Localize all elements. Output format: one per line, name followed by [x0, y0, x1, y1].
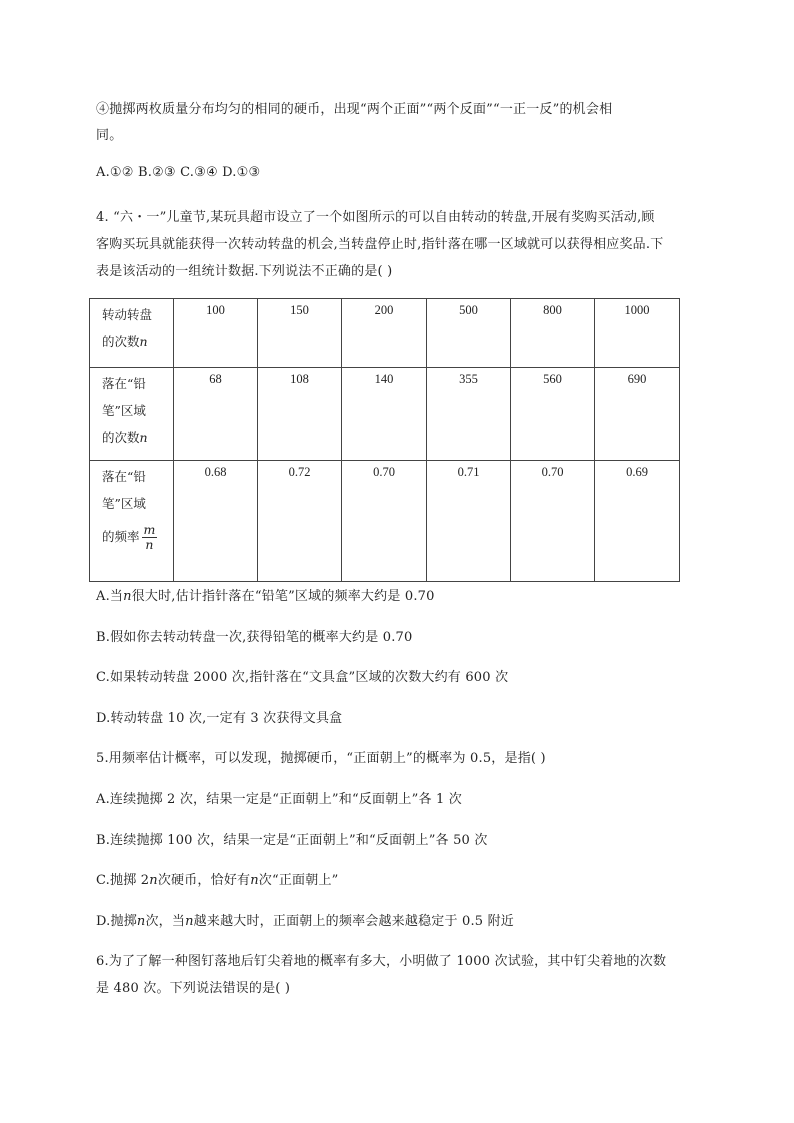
row-header-pencil-count: 落在“铅 笔”区域 的次数n	[90, 368, 174, 461]
cell: 800	[511, 299, 595, 368]
q4-option-b: B.假如你去转动转盘一次,获得铅笔的概率大约是 0.70	[96, 630, 413, 645]
q6-stem-line1: 6.为了了解一种图钉落地后钉尖着地的概率有多大，小明做了 1000 次试验，其中钉尖着地的次数	[96, 954, 667, 969]
table-row-spins	[90, 299, 680, 368]
fraction-m-over-n: $\frac{m}{n}$	[143, 522, 156, 552]
q4-stem-line1: 4. “六・一”儿童节,某玩具超市设立了一个如图所示的可以自由转动的转盘,开展有奖购买活动,顾	[96, 210, 655, 225]
cell: 68	[174, 368, 258, 461]
q4-option-d: D.转动转盘 10 次,一定有 3 次获得文具盒	[96, 711, 343, 726]
cell: 140	[342, 368, 427, 461]
cell: 0.68	[174, 461, 258, 582]
cell: 100	[174, 299, 258, 368]
q3-option-4-line2: 同。	[96, 128, 123, 143]
cell: 1000	[595, 299, 680, 368]
cell: 0.69	[595, 461, 680, 582]
cell: 0.70	[342, 461, 427, 582]
cell: 690	[595, 368, 680, 461]
cell: 0.71	[427, 461, 511, 582]
cell: 150	[258, 299, 342, 368]
row-header-pencil-frequency: 落在“铅 笔”区域 的频率 $\frac{m}{n}$	[90, 461, 174, 582]
cell: 500	[427, 299, 511, 368]
cell: 355	[427, 368, 511, 461]
q4-stem-line3: 表是该活动的一组统计数据.下列说法不正确的是( )	[96, 264, 393, 279]
q5-stem: 5.用频率估计概率，可以发现，抛掷硬币，“正面朝上”的概率为 0.5，是指( )	[96, 751, 546, 766]
q6-stem-line2: 是 480 次。下列说法错误的是( )	[96, 981, 291, 996]
q3-option-4-line1: ④抛掷两枚质量分布均匀的相同的硬币，出现“两个正面”“两个反面”“一正一反”的机会相	[96, 102, 613, 117]
q5-option-a: A.连续抛掷 2 次，结果一定是“正面朝上”和“反面朝上”各 1 次	[96, 792, 462, 807]
q5-option-c: C.抛掷 2n次硬币，恰好有n次“正面朝上”	[96, 873, 339, 888]
cell: 0.70	[511, 461, 595, 582]
q5-option-b: B.连续抛掷 100 次，结果一定是“正面朝上”和“反面朝上”各 50 次	[96, 833, 488, 848]
cell: 560	[511, 368, 595, 461]
row-header-spins: 转动转盘 的次数n	[90, 299, 174, 368]
q4-stem-line2: 客购买玩具就能获得一次转动转盘的机会,当转盘停止时,指针落在哪一区域就可以获得相应奖品.下	[96, 237, 664, 252]
cell: 200	[342, 299, 427, 368]
q4-option-a: A.当n很大时,估计指针落在“铅笔”区域的频率大约是 0.70	[96, 589, 435, 604]
table-row-pencil-count	[90, 368, 680, 461]
statistics-table	[89, 298, 680, 582]
q3-choices: A.①② B.②③ C.③④ D.①③	[96, 165, 261, 180]
cell: 108	[258, 368, 342, 461]
table-row-pencil-frequency	[90, 461, 680, 582]
q4-option-c: C.如果转动转盘 2000 次,指针落在“文具盒”区域的次数大约有 600 次	[96, 670, 509, 685]
cell: 0.72	[258, 461, 342, 582]
q5-option-d: D.抛掷n次，当n越来越大时，正面朝上的频率会越来越稳定于 0.5 附近	[96, 914, 515, 929]
